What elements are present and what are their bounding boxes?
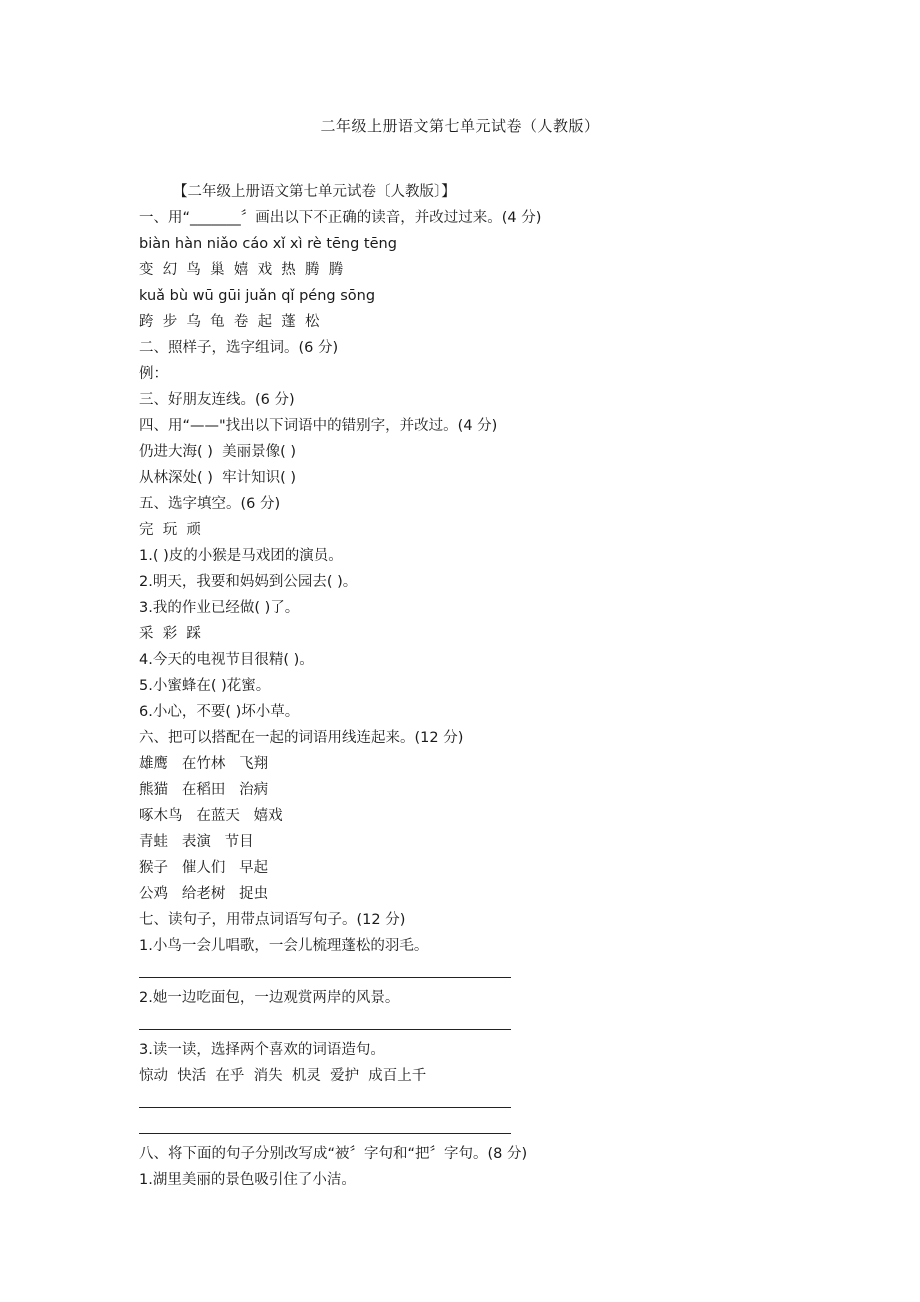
hanzi-row-1: 变 幻 鸟 巢 嬉 戏 热 腾 腾 — [139, 262, 344, 278]
sentence-item-2: 2.她一边吃面包，一边观赏两岸的风景。 — [139, 990, 400, 1006]
match-row-1: 雄鹰 在竹林 飞翔 — [139, 756, 269, 772]
answer-space-3 — [139, 1089, 779, 1115]
fill-item-1: 1.( )皮的小猴是马戏团的演员。 — [139, 548, 343, 564]
section-1-heading: 一、用“_______〞画出以下不正确的读音，并改过过来。(4 分) — [139, 210, 542, 226]
sentence-item-3: 3.读一读，选择两个喜欢的词语造句。 — [139, 1042, 385, 1058]
answer-line — [139, 1107, 511, 1108]
answer-line — [139, 1133, 511, 1134]
fill-item-3: 3.我的作业已经做( )了。 — [139, 600, 300, 616]
section-6-heading: 六、把可以搭配在一起的词语用线连起来。(12 分) — [139, 730, 464, 746]
typo-row-2: 从林深处( ) 牢计知识( ) — [139, 470, 297, 486]
word-choices-1: 完 玩 顽 — [139, 522, 201, 538]
fill-item-2: 2.明天，我要和妈妈到公园去( )。 — [139, 574, 358, 590]
document-title: 二年级上册语文第七单元试卷（人教版） — [320, 117, 600, 135]
section-8-heading: 八、将下面的句子分别改写成“被〞字句和“把〞字句。(8 分) — [139, 1146, 528, 1162]
answer-space-1 — [139, 959, 779, 985]
fill-item-5: 5.小蜜蜂在( )花蜜。 — [139, 678, 271, 694]
match-row-6: 公鸡 给老树 捉虫 — [139, 886, 269, 902]
section-7-heading: 七、读句子，用带点词语写句子。(12 分) — [139, 912, 406, 928]
match-row-5: 猴子 催人们 早起 — [139, 860, 269, 876]
section-5-heading: 五、选字填空。(6 分) — [139, 496, 281, 512]
pinyin-row-2: kuǎ bù wū gūi juǎn qǐ péng sōng — [139, 288, 376, 304]
rewrite-item-1: 1.湖里美丽的景色吸引住了小洁。 — [139, 1172, 356, 1188]
answer-space-2 — [139, 1011, 779, 1037]
answer-line — [139, 1029, 511, 1030]
match-row-3: 啄木鸟 在蓝天 嬉戏 — [139, 808, 283, 824]
match-row-2: 熊猫 在稻田 治病 — [139, 782, 269, 798]
exam-content — [139, 179, 779, 1193]
match-row-4: 青蛙 表演 节目 — [139, 834, 254, 850]
pinyin-row-1: biàn hàn niǎo cáo xǐ xì rè tēng tēng — [139, 236, 397, 252]
answer-line — [139, 977, 511, 978]
fill-item-4: 4.今天的电视节目很精( )。 — [139, 652, 314, 668]
example-label: 例： — [139, 366, 168, 382]
section-3-heading: 三、好朋友连线。(6 分) — [139, 392, 295, 408]
typo-row-1: 仍进大海( ) 美丽景像( ) — [139, 444, 297, 460]
section-2-heading: 二、照样子，选字组词。(6 分) — [139, 340, 339, 356]
word-bank: 惊动 快活 在乎 消失 机灵 爱护 成百上千 — [139, 1068, 427, 1084]
section-4-heading: 四、用“——"找出以下词语中的错别字，并改过。(4 分) — [139, 418, 498, 434]
word-choices-2: 采 彩 踩 — [139, 626, 201, 642]
answer-space-4 — [139, 1115, 779, 1141]
exam-subtitle: 【二年级上册语文第七单元试卷〔人教版〕】 — [173, 184, 456, 200]
sentence-item-1: 1.小鸟一会儿唱歌，一会儿梳理蓬松的羽毛。 — [139, 938, 429, 954]
hanzi-row-2: 跨 步 乌 龟 卷 起 蓬 松 — [139, 314, 320, 330]
fill-item-6: 6.小心，不要( )坏小草。 — [139, 704, 300, 720]
